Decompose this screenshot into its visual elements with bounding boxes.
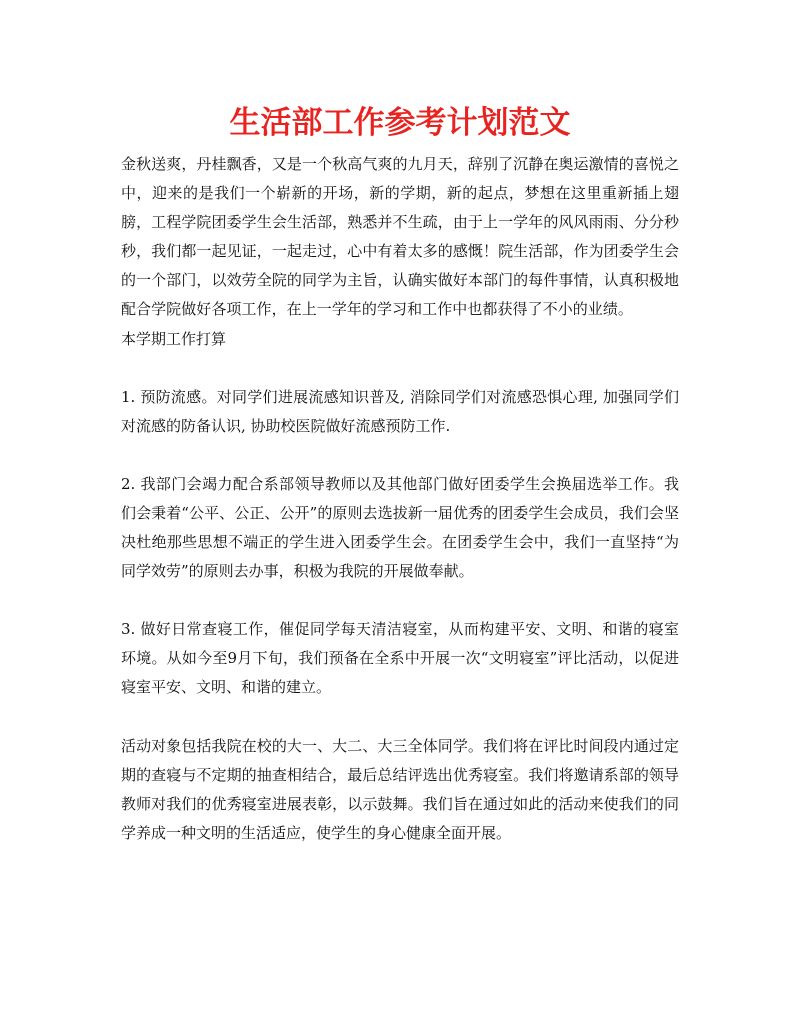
item-paragraph-3: 3. 做好日常查寝工作，催促同学每天清洁寝室，从而构建平安、文明、和谐的寝室环境。从如今至9月下旬，我们预备在全系中开展一次“文明寝室”评比活动，以促进寝室平安、文明、和谐的建立。 — [121, 620, 679, 697]
plan-heading: 本学期工作打算 — [121, 329, 227, 348]
document-title: 生活部工作参考计划范文 — [229, 105, 571, 141]
activity-paragraph: 活动对象包括我院在校的大一、大二、大三全体同学。我们将在评比时间段内通过定期的查寝与不定期的抽查相结合，最后总结评选出优秀寝室。我们将邀请系部的领导教师对我们的优秀寝室进展表彰，以示鼓舞。我们旨在通过如此的活动来使我们的同学养成一种文明的生活适应，使学生的身心健康全面开展。 — [121, 736, 679, 842]
item-paragraph-1: 1. 预防流感。对同学们进展流感知识普及, 消除同学们对流感恐惧心理, 加强同学们对流感的防备认识, 协助校医院做好流感预防工作. — [121, 387, 679, 435]
document-body — [121, 150, 679, 877]
item-paragraph-2: 2. 我部门会竭力配合系部领导教师以及其他部门做好团委学生会换届选举工作。我们会秉着“公平、公正、公开”的原则去选拔新一届优秀的团委学生会成员，我们会坚决杜绝那些思想不端正的学生进入团委学生会。在团委学生会中，我们一直坚持“为同学效劳”的原则去办事，积极为我院的开展做奉献。 — [121, 474, 679, 581]
intro-text: 金秋送爽，丹桂飘香，又是一个秋高气爽的九月天，辞别了沉静在奥运激情的喜悦之中，迎来的是我们一个崭新的开场，新的学期，新的起点，梦想在这里重新插上翅膀，工程学院团委学生会生活部，熟悉并不生疏，由于上一学年的风风雨雨、分分秒秒，我们都一起见证，一起走过，心中有着太多的感慨！院生活部，作为团委学生会的一个部门，以效劳全院的同学为主旨，认确实做好本部门的每件事情，认真积极地配合学院做好各项工作，在上一学年的学习和工作中也都获得了不小的业绩。 — [121, 155, 679, 319]
intro-paragraph — [121, 150, 679, 354]
